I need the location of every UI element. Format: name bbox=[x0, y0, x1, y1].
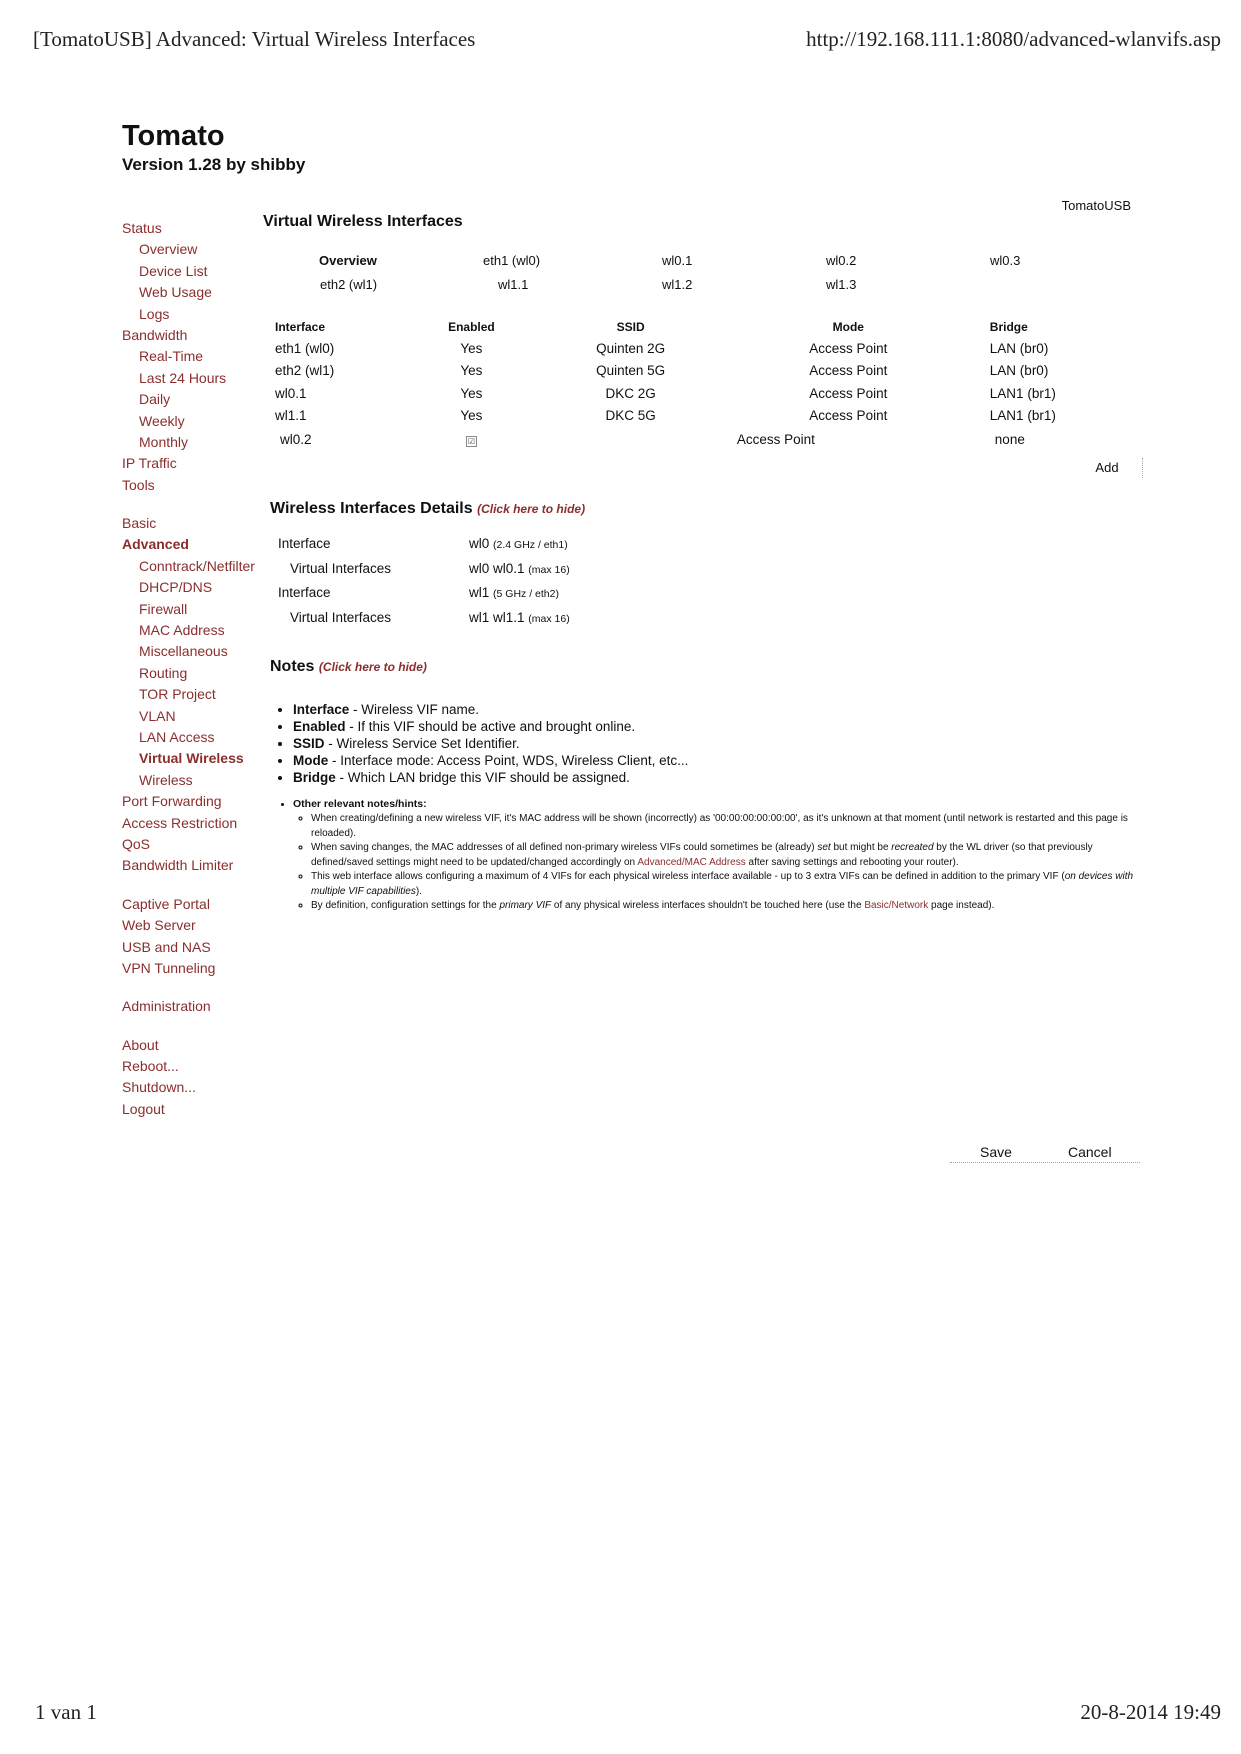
edit-enabled-cell bbox=[418, 427, 524, 452]
edit-interface-select[interactable]: wl0.2 bbox=[280, 432, 312, 447]
nav-dhcp-dns[interactable]: DHCP/DNS bbox=[139, 579, 213, 596]
hint-em: recreated bbox=[891, 842, 934, 853]
section-title: Virtual Wireless Interfaces bbox=[263, 213, 463, 230]
cell-enabled: Yes bbox=[460, 340, 483, 356]
tab-row bbox=[263, 253, 1143, 277]
wl1-name: wl1 bbox=[469, 585, 490, 600]
hints-title: Other relevant notes/hints: bbox=[293, 798, 427, 810]
cell-enabled: Yes bbox=[460, 363, 483, 379]
tab-wl0-3[interactable]: wl0.3 bbox=[990, 253, 1021, 268]
notes-section bbox=[270, 658, 1140, 914]
col-enabled: Enabled bbox=[448, 319, 495, 334]
nav-status[interactable]: Status bbox=[122, 220, 162, 236]
nav-tools[interactable]: Tools bbox=[122, 476, 155, 493]
hint-em: set bbox=[817, 842, 831, 853]
note-term: SSID bbox=[293, 736, 325, 751]
edit-row bbox=[275, 427, 1135, 452]
nav-access-restriction[interactable]: Access Restriction bbox=[122, 814, 238, 831]
nav-real-time[interactable]: Real-Time bbox=[139, 348, 204, 365]
tab-wl0-2[interactable]: wl0.2 bbox=[826, 253, 857, 268]
col-bridge: Bridge bbox=[989, 319, 1028, 334]
wl0-max: (max 16) bbox=[528, 563, 570, 576]
form-actions bbox=[950, 1140, 1140, 1163]
nav-wireless[interactable]: Wireless bbox=[139, 771, 193, 788]
nav-gap bbox=[122, 496, 272, 513]
print-header-title: [TomatoUSB] Advanced: Virtual Wireless Interfaces bbox=[33, 27, 476, 51]
notes-title-text: Notes bbox=[270, 658, 315, 675]
nav-logs[interactable]: Logs bbox=[139, 305, 170, 322]
mac-address-link[interactable]: Advanced/MAC Address bbox=[637, 856, 746, 868]
tab-overview[interactable]: Overview bbox=[319, 253, 377, 268]
list-item bbox=[293, 718, 1140, 735]
nav-usb-nas[interactable]: USB and NAS bbox=[122, 938, 211, 955]
tab-eth2[interactable]: eth2 (wl1) bbox=[320, 277, 378, 292]
hint-text: of any physical wireless interfaces shouldn't be touched here (use the bbox=[551, 900, 865, 911]
nav-ip-traffic[interactable]: IP Traffic bbox=[122, 455, 177, 472]
table-row[interactable] bbox=[275, 382, 1135, 405]
vif-table bbox=[275, 316, 1135, 452]
nav-tor-project[interactable]: TOR Project bbox=[139, 686, 216, 703]
detail-row bbox=[270, 610, 970, 635]
nav-daily[interactable]: Daily bbox=[139, 391, 171, 408]
nav-shutdown[interactable]: Shutdown... bbox=[122, 1079, 196, 1096]
col-mode: Mode bbox=[832, 319, 864, 334]
main-content bbox=[263, 213, 1143, 911]
edit-bridge-select[interactable]: none bbox=[994, 432, 1025, 447]
note-desc: - Wireless VIF name. bbox=[349, 702, 480, 717]
add-button[interactable]: Add bbox=[1072, 458, 1143, 478]
detail-value bbox=[469, 561, 570, 576]
note-desc: - If this VIF should be active and brought online. bbox=[345, 719, 636, 734]
nav-mac-address[interactable]: MAC Address bbox=[139, 622, 225, 639]
wl1-info: (5 GHz / eth2) bbox=[493, 588, 559, 600]
tab-wl1-1[interactable]: wl1.1 bbox=[498, 277, 529, 292]
print-footer-datetime: 20-8-2014 19:49 bbox=[1080, 1700, 1221, 1724]
cell-interface: wl0.1 bbox=[275, 385, 307, 401]
table-header-row bbox=[275, 316, 1135, 337]
cell-interface: wl1.1 bbox=[275, 408, 307, 424]
note-term: Mode bbox=[293, 753, 329, 768]
list-item bbox=[293, 798, 1140, 914]
nav-administration[interactable]: Administration bbox=[122, 998, 211, 1015]
router-name: TomatoUSB bbox=[1061, 198, 1131, 213]
nav-routing[interactable]: Routing bbox=[139, 664, 188, 681]
note-term: Enabled bbox=[293, 719, 346, 734]
notes-title bbox=[270, 658, 1140, 676]
note-desc: - Which LAN bridge this VIF should be assigned. bbox=[335, 770, 630, 785]
hint-text: after saving settings and rebooting your router). bbox=[745, 856, 959, 868]
hints-sublist bbox=[293, 812, 1140, 914]
note-desc: - Wireless Service Set Identifier. bbox=[324, 736, 520, 751]
nav-vpn-tunneling[interactable]: VPN Tunneling bbox=[122, 959, 216, 976]
basic-network-link[interactable]: Basic/Network bbox=[864, 900, 929, 911]
list-item bbox=[293, 752, 1140, 769]
nav-port-forwarding[interactable]: Port Forwarding bbox=[122, 793, 222, 810]
nav-firewall[interactable]: Firewall bbox=[139, 600, 188, 617]
nav-reboot[interactable]: Reboot... bbox=[122, 1058, 179, 1075]
nav-monthly[interactable]: Monthly bbox=[139, 433, 189, 450]
cell-bridge: LAN1 (br1) bbox=[989, 408, 1056, 424]
cell-mode: Access Point bbox=[809, 363, 888, 379]
hint-text: ). bbox=[415, 885, 422, 897]
nav-qos[interactable]: QoS bbox=[122, 835, 151, 852]
nav-overview[interactable]: Overview bbox=[139, 241, 198, 258]
table-row[interactable] bbox=[275, 337, 1135, 360]
detail-label: Interface bbox=[278, 536, 331, 551]
wl0-name: wl0 bbox=[469, 536, 490, 551]
cell-enabled: Yes bbox=[460, 408, 483, 424]
detail-value bbox=[469, 585, 559, 600]
list-item bbox=[293, 701, 1140, 718]
note-desc: - Interface mode: Access Point, WDS, Wireless Client, etc... bbox=[328, 753, 689, 768]
details-title bbox=[270, 500, 970, 518]
detail-row bbox=[270, 585, 970, 610]
table-row[interactable] bbox=[275, 360, 1135, 383]
nav-device-list[interactable]: Device List bbox=[139, 262, 208, 279]
hint-item bbox=[311, 841, 1140, 870]
hint-item bbox=[311, 899, 1140, 914]
col-interface: Interface bbox=[275, 319, 326, 334]
notes-hide-link[interactable]: (Click here to hide) bbox=[318, 660, 427, 674]
detail-row bbox=[270, 536, 970, 561]
cell-bridge: LAN (br0) bbox=[989, 340, 1049, 356]
nav-gap bbox=[122, 1018, 272, 1035]
nav-last-24-hours[interactable]: Last 24 Hours bbox=[139, 369, 227, 386]
detail-value bbox=[469, 610, 570, 625]
wl1-vifs: wl1 wl1.1 bbox=[469, 609, 525, 625]
wl0-info: (2.4 GHz / eth1) bbox=[493, 539, 568, 551]
cell-enabled: Yes bbox=[460, 385, 483, 401]
brand-version: Version 1.28 by shibby bbox=[122, 155, 306, 174]
cell-interface: eth2 (wl1) bbox=[275, 363, 335, 379]
nav-web-server[interactable]: Web Server bbox=[122, 917, 196, 934]
cell-mode: Access Point bbox=[809, 340, 888, 356]
nav-bandwidth[interactable]: Bandwidth bbox=[122, 326, 188, 343]
edit-mode-select[interactable]: Access Point bbox=[736, 432, 815, 447]
detail-label: Interface bbox=[278, 585, 331, 600]
col-ssid: SSID bbox=[616, 319, 645, 334]
tab-wl1-2[interactable]: wl1.2 bbox=[662, 277, 693, 292]
details-title-text: Wireless Interfaces Details bbox=[270, 500, 473, 517]
nav-lan-access[interactable]: LAN Access bbox=[139, 728, 215, 745]
cell-ssid: Quinten 2G bbox=[596, 340, 666, 356]
print-footer-page: 1 van 1 bbox=[35, 1700, 97, 1724]
detail-label: Virtual Interfaces bbox=[290, 560, 392, 576]
tab-wl0-1[interactable]: wl0.1 bbox=[662, 253, 693, 268]
hint-text: by the WL driver (so that previously defined/saved settings might need to be updated/changed accordingly on bbox=[311, 842, 1093, 868]
hint-text: This web interface allows configuring a maximum of 4 VIFs for each physical wireless interface available - up to 3 extra VIFs can be defined in addition to the primary VIF ( bbox=[311, 871, 1065, 882]
notes-list bbox=[270, 701, 1140, 786]
sidebar-nav bbox=[122, 218, 272, 1120]
hint-text: By definition, configuration settings for the bbox=[311, 900, 500, 911]
nav-web-usage[interactable]: Web Usage bbox=[139, 284, 212, 301]
wl1-max: (max 16) bbox=[528, 612, 570, 625]
note-term: Bridge bbox=[293, 770, 336, 785]
note-term: Interface bbox=[293, 702, 350, 717]
nav-gap bbox=[122, 877, 272, 894]
tab-eth1[interactable]: eth1 (wl0) bbox=[483, 253, 541, 268]
print-header-url: http://192.168.111.1:8080/advanced-wlanvifs.asp bbox=[806, 27, 1221, 51]
cell-bridge: LAN (br0) bbox=[989, 363, 1049, 379]
list-item bbox=[293, 769, 1140, 786]
details-section bbox=[270, 500, 970, 634]
nav-virtual-wireless[interactable]: Virtual Wireless bbox=[139, 750, 244, 767]
cell-ssid: Quinten 5G bbox=[596, 363, 666, 379]
tab-row bbox=[263, 277, 1143, 301]
table-row[interactable] bbox=[275, 405, 1135, 428]
details-hide-link[interactable]: (Click here to hide) bbox=[477, 502, 586, 516]
cell-ssid: DKC 2G bbox=[605, 385, 656, 401]
hint-item bbox=[311, 870, 1140, 899]
nav-conntrack[interactable]: Conntrack/Netfilter bbox=[139, 557, 255, 574]
detail-label: Virtual Interfaces bbox=[290, 609, 392, 625]
hint-em: on devices with multiple VIF capabilities bbox=[311, 871, 1134, 897]
brand bbox=[122, 120, 305, 175]
vif-overview-tabs bbox=[263, 253, 1143, 301]
nav-captive-portal[interactable]: Captive Portal bbox=[122, 895, 210, 912]
hint-text: When saving changes, the MAC addresses of all defined non-primary wireless VIFs could sometimes be (already) bbox=[311, 842, 818, 853]
cell-mode: Access Point bbox=[809, 385, 888, 401]
hint-text: but might be bbox=[830, 842, 892, 853]
cancel-button[interactable]: Cancel bbox=[1068, 1144, 1112, 1160]
nav-advanced[interactable]: Advanced bbox=[122, 536, 189, 553]
nav-about[interactable]: About bbox=[122, 1036, 159, 1053]
nav-gap bbox=[122, 979, 272, 996]
nav-logout[interactable]: Logout bbox=[122, 1100, 165, 1117]
save-button[interactable]: Save bbox=[980, 1144, 1012, 1160]
nav-miscellaneous[interactable]: Miscellaneous bbox=[139, 643, 228, 660]
cell-interface: eth1 (wl0) bbox=[275, 340, 335, 356]
edit-ssid-input[interactable] bbox=[525, 427, 737, 452]
hint-item: ◦ When creating/defining a new wireless VIF, it's MAC address will be shown (incorrectly) as '00:00:00:00:00:00', as it's unknown at that moment (until network is restarted and this page is reloaded). bbox=[311, 812, 1140, 841]
brand-title: Tomato bbox=[122, 120, 225, 152]
hint-text: page instead). bbox=[928, 900, 995, 911]
nav-weekly[interactable]: Weekly bbox=[139, 412, 185, 429]
detail-row bbox=[270, 561, 970, 586]
cell-bridge: LAN1 (br1) bbox=[989, 385, 1056, 401]
cell-mode: Access Point bbox=[809, 408, 888, 424]
list-item bbox=[293, 735, 1140, 752]
detail-value bbox=[469, 536, 568, 551]
hints-list bbox=[270, 798, 1140, 914]
tab-wl1-3[interactable]: wl1.3 bbox=[826, 277, 857, 292]
hint-em: primary VIF bbox=[499, 900, 552, 911]
nav-basic[interactable]: Basic bbox=[122, 515, 157, 532]
wl0-vifs: wl0 wl0.1 bbox=[469, 560, 525, 576]
nav-vlan[interactable]: VLAN bbox=[139, 707, 176, 724]
nav-bandwidth-limiter[interactable]: Bandwidth Limiter bbox=[122, 857, 234, 874]
enabled-checkbox[interactable]: ☑ bbox=[467, 437, 475, 446]
cell-ssid: DKC 5G bbox=[605, 408, 656, 424]
